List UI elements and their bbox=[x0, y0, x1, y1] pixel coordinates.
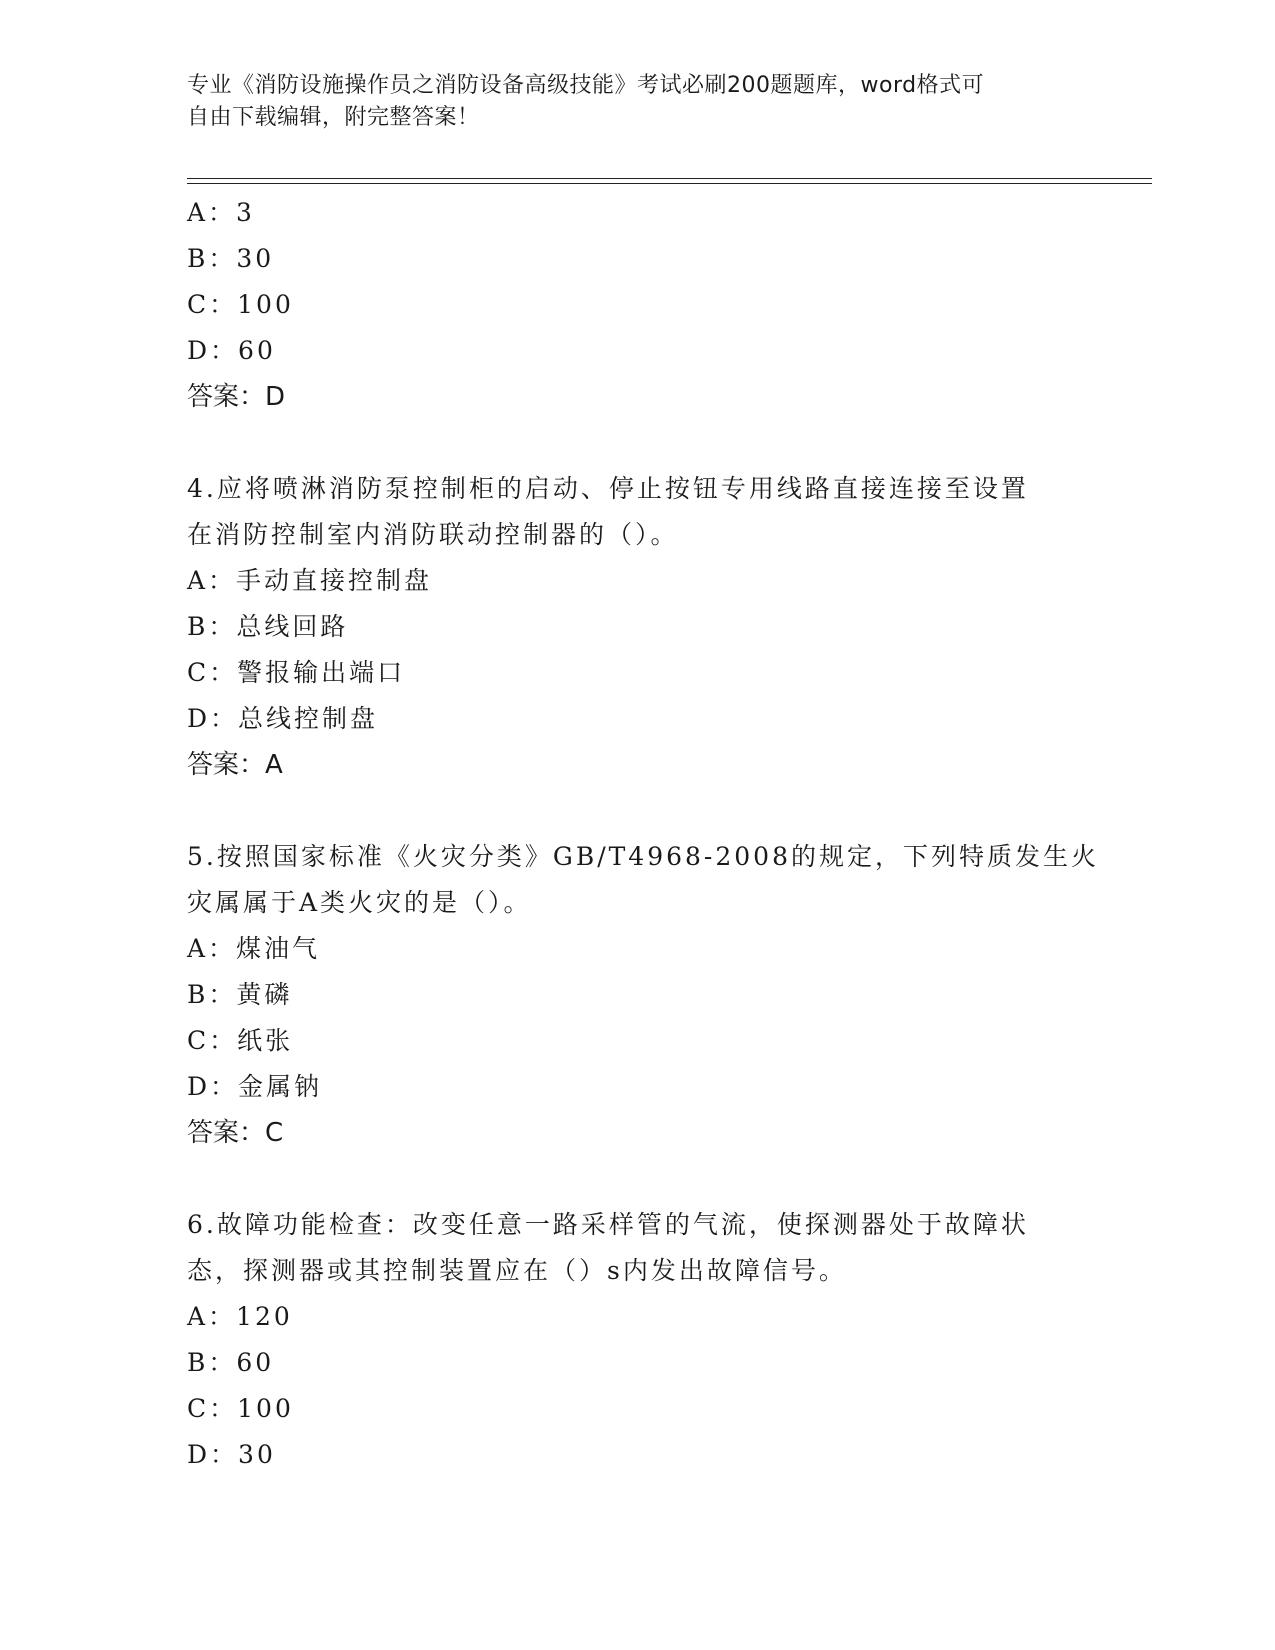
question-text-line-2: 灾属属于A类火灾的是（）。 bbox=[187, 888, 532, 917]
answer-line: 答案：A bbox=[187, 750, 283, 780]
header-divider-top bbox=[187, 178, 1152, 179]
question-text-line-1: 5.按照国家标准《火灾分类》GB/T4968-2008的规定，下列特质发生火 bbox=[187, 842, 1099, 871]
spacer bbox=[187, 1156, 1087, 1202]
option-a: A：3 bbox=[187, 198, 255, 227]
option-c: C：警报输出端口 bbox=[187, 658, 406, 687]
option-b: B：黄磷 bbox=[187, 980, 293, 1009]
question-3-remainder bbox=[187, 190, 1087, 420]
document-header bbox=[187, 70, 1087, 134]
spacer bbox=[187, 788, 1087, 834]
spacer bbox=[187, 420, 1087, 466]
question-text-line-1: 4.应将喷淋消防泵控制柜的启动、停止按钮专用线路直接连接至设置 bbox=[187, 474, 1029, 503]
option-d: D：总线控制盘 bbox=[187, 704, 379, 733]
question-text-line-1: 6.故障功能检查：改变任意一路采样管的气流，使探测器处于故障状 bbox=[187, 1210, 1029, 1239]
option-a: A：手动直接控制盘 bbox=[187, 566, 433, 595]
question-4 bbox=[187, 466, 1087, 788]
question-text-line-2: 态，探测器或其控制装置应在（）s内发出故障信号。 bbox=[187, 1256, 847, 1285]
header-line-2: 自由下载编辑，附完整答案！ bbox=[187, 105, 480, 130]
option-d: D：30 bbox=[187, 1440, 276, 1469]
header-line-1: 专业《消防设施操作员之消防设备高级技能》考试必刷200题题库，word格式可 bbox=[187, 73, 985, 98]
option-d: D：金属钠 bbox=[187, 1072, 323, 1101]
option-c: C：纸张 bbox=[187, 1026, 294, 1055]
question-list bbox=[187, 190, 1099, 1478]
option-c: C：100 bbox=[187, 290, 294, 319]
answer-line: 答案：C bbox=[187, 1118, 284, 1148]
option-c: C：100 bbox=[187, 1394, 294, 1423]
option-b: B：30 bbox=[187, 244, 275, 273]
option-b: B：总线回路 bbox=[187, 612, 349, 641]
question-5 bbox=[187, 834, 1099, 1156]
option-d: D：60 bbox=[187, 336, 276, 365]
header-divider-bottom bbox=[187, 183, 1152, 184]
answer-line: 答案：D bbox=[187, 382, 286, 412]
option-a: A：120 bbox=[187, 1302, 293, 1331]
option-a: A：煤油气 bbox=[187, 934, 321, 963]
question-6 bbox=[187, 1202, 1087, 1478]
option-b: B：60 bbox=[187, 1348, 275, 1377]
question-text-line-2: 在消防控制室内消防联动控制器的（）。 bbox=[187, 520, 679, 549]
